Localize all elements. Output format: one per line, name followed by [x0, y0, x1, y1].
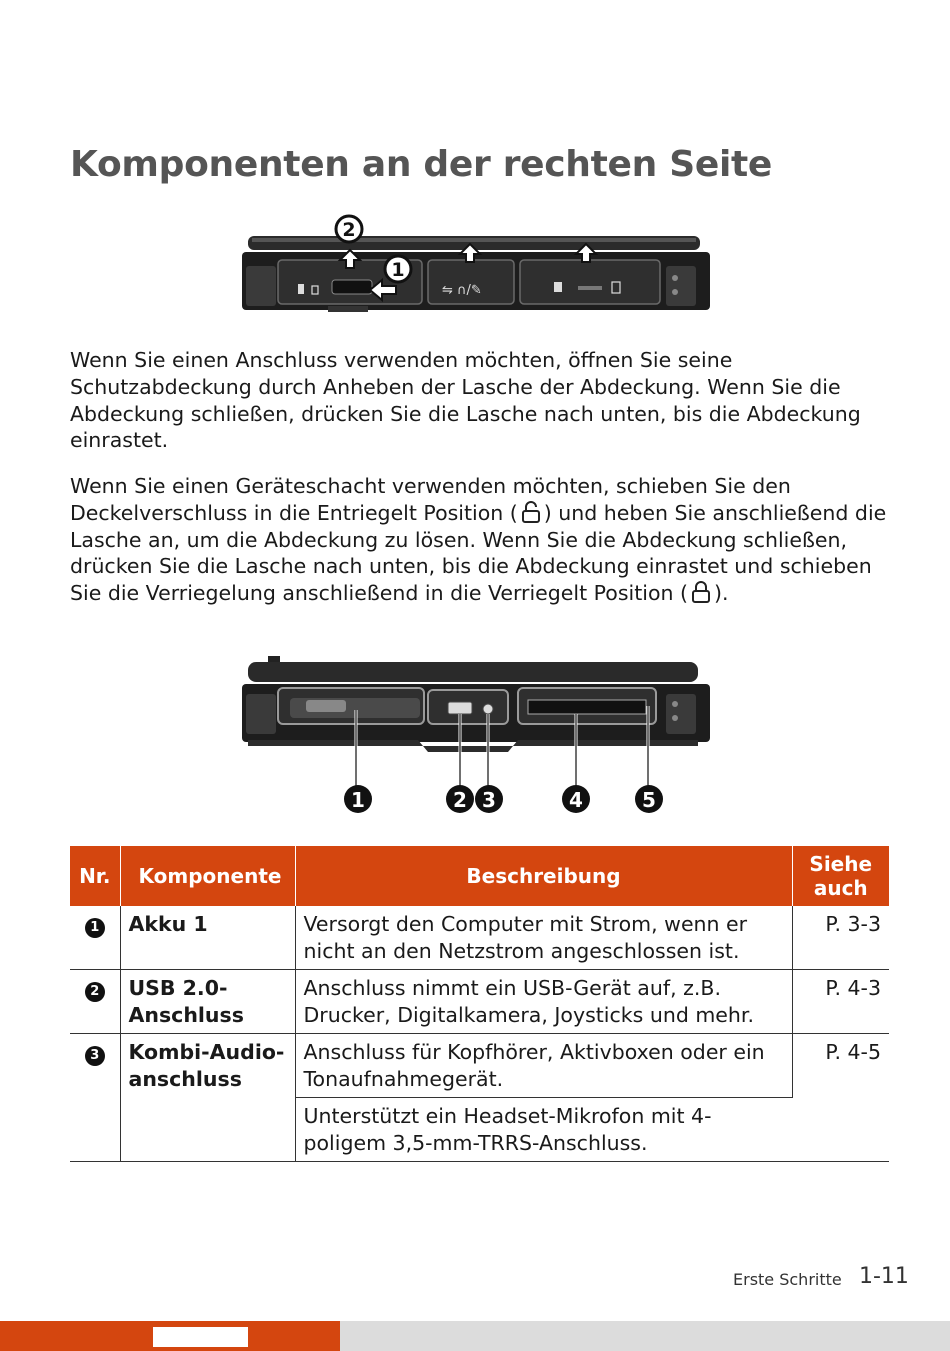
row-see-also: P. 4-5 [792, 1034, 889, 1162]
callout-5-label: 5 [642, 788, 656, 812]
callout-1-label: 1 [351, 788, 365, 812]
page-title: Komponenten an der rechten Seite [70, 144, 773, 185]
callout-1-label: 1 [391, 259, 405, 281]
callout-3-label: 3 [482, 788, 496, 812]
footer-section: Erste Schritte [733, 1270, 842, 1289]
row-description: Anschluss für Kopfhörer, Aktivboxen oder ein Tonaufnahmegerät. [295, 1034, 792, 1098]
components-table [70, 846, 889, 1162]
table-row [70, 906, 889, 970]
laptop-side-closed-figure [238, 212, 714, 318]
footer-page-number: 1-11 [859, 1264, 909, 1289]
paragraph-port-cover: Wenn Sie einen Anschluss verwenden möchten, öffnen Sie seine Schutzabdeckung durch Anheben der Lasche der Abdeckung. Wenn Sie die Abdeckung schließen, drücken Sie die Lasche nach unten, bis die Abdeckung einrastet. [70, 348, 861, 453]
callout-2-label: 2 [453, 788, 467, 812]
row-see-also: P. 4-3 [792, 970, 889, 1034]
paragraph-device-bay-part-3: ). [714, 581, 729, 606]
footer-bar-grey [340, 1321, 950, 1351]
paragraph-device-bay [70, 473, 890, 607]
header-nr: Nr. [70, 846, 120, 906]
row-description: Anschluss nimmt ein USB-Gerät auf, z.B. Drucker, Digitalkamera, Joysticks und mehr. [295, 970, 792, 1034]
number-badge: 2 [85, 982, 105, 1002]
callout-4-label: 4 [569, 788, 583, 812]
svg-text:⇋ ∩/✎: ⇋ ∩/✎ [442, 283, 482, 298]
row-see-also: P. 3-3 [792, 906, 889, 970]
locked-padlock-icon [691, 580, 711, 604]
row-component: Kombi-Audio-anschluss [120, 1034, 295, 1162]
table-row [70, 1034, 889, 1098]
footer-bar-white-block [153, 1327, 248, 1347]
row-description-extra: Unterstützt ein Headset-Mikrofon mit 4-poligem 3,5-mm-TRRS-Anschluss. [295, 1098, 792, 1162]
unlocked-padlock-icon [521, 500, 541, 524]
laptop-side-open-figure [238, 652, 714, 818]
header-siehe: Siehe auch [792, 846, 889, 906]
paragraph-device-bay-part-1: Wenn Sie einen Geräteschacht verwenden möchten, schieben Sie den Deckelverschluss in die Entriegelt Position ( [70, 474, 791, 525]
callout-2-label: 2 [342, 219, 356, 241]
row-component: Akku 1 [120, 906, 295, 970]
number-badge: 3 [85, 1046, 105, 1066]
row-component: USB 2.0-Anschluss [120, 970, 295, 1034]
table-row [70, 970, 889, 1034]
row-description: Versorgt den Computer mit Strom, wenn er nicht an den Netzstrom angeschlossen ist. [295, 906, 792, 970]
row-number [70, 1034, 120, 1162]
table-header-row [70, 846, 889, 906]
paragraph-device-bay-part-2: ) und heben Sie anschließend die Lasche an, um die Abdeckung zu lösen. Wenn Sie die Abdeckung schließen, drücken Sie die Lasche nach unten, bis die Abdeckung einrastet und schieben Sie die Verriegelung anschließend in die Verriegelt Position ( [70, 500, 887, 606]
number-badge: 1 [85, 918, 105, 938]
row-number [70, 906, 120, 970]
header-beschreibung: Beschreibung [295, 846, 792, 906]
row-number [70, 970, 120, 1034]
header-komponente: Komponente [120, 846, 295, 906]
